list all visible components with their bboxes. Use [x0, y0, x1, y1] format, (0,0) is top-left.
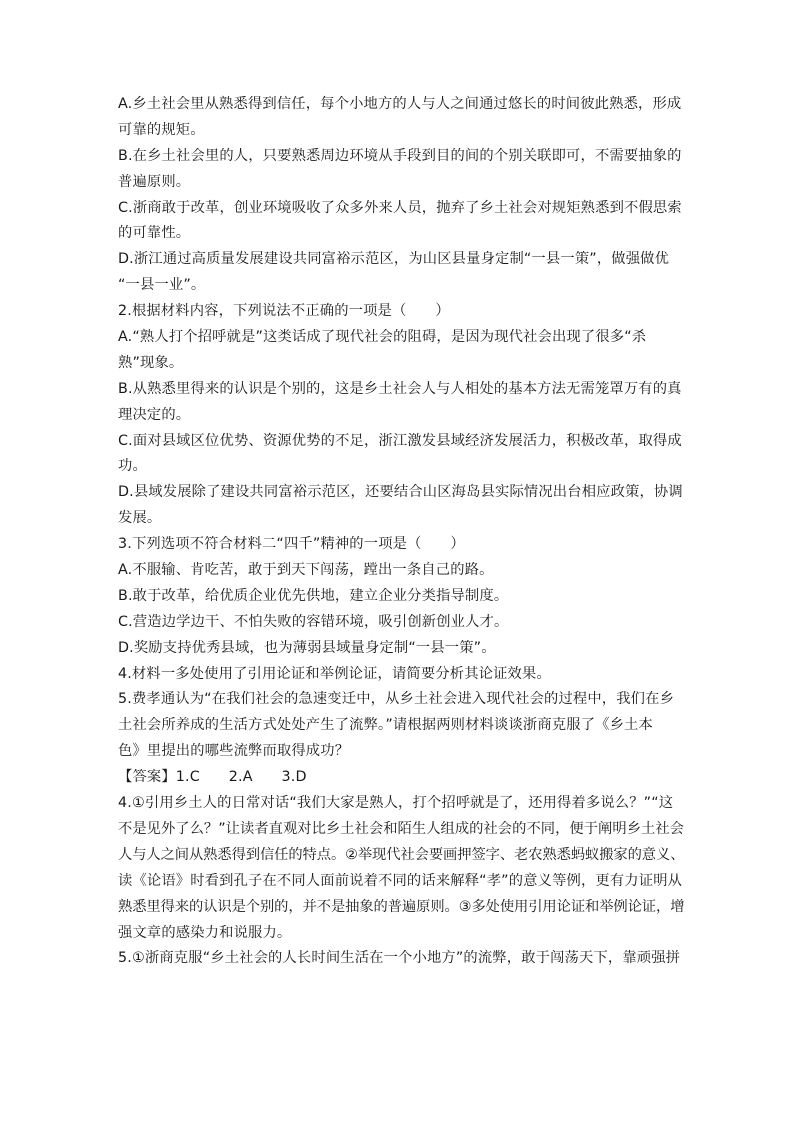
option-2a-line-1: A.“熟人打个招呼就是”这类话成了现代社会的阻碍，是因为现代社会出现了很多“杀	[118, 329, 647, 346]
option-2b-line-1: B.从熟悉里得来的认识是个别的，这是乡土社会人与人相处的基本方法无需笼罩万有的真	[118, 380, 682, 397]
option-1a-line-1: A.乡土社会里从熟悉得到信任，每个小地方的人与人之间通过悠长的时间彼此熟悉，形成	[118, 96, 682, 112]
question-5-line-3: 色》里提出的哪些流弊而取得成功？	[118, 743, 350, 760]
answer-4-line-2: 不是见外了么？”让读者直观对比乡土社会和陌生人组成的社会的不同，便于阐明乡土社会	[118, 820, 684, 837]
option-3b: B.敢于改革，给优质企业优先供地，建立企业分类指导制度。	[118, 587, 509, 604]
option-1b-line-2: 普遍原则。	[118, 173, 191, 190]
option-3a: A.不服输、肯吃苦，敢于到天下闯荡，蹚出一条自己的路。	[118, 562, 494, 579]
question-5-line-2: 土社会所养成的生活方式处处产生了流弊。”请根据两则材料谈谈浙商克服了《乡土本	[118, 717, 653, 734]
option-1a-line-2: 可靠的规矩。	[118, 121, 205, 138]
option-3d: D.奖励支持优秀县域，也为薄弱县域量身定制“一县一策”。	[118, 639, 496, 656]
option-1c-line-2: 的可靠性。	[118, 225, 191, 242]
document-page	[118, 92, 684, 972]
option-1d-line-2: “一县一业”。	[118, 277, 206, 294]
option-2c-line-2: 功。	[118, 458, 147, 475]
question-3: 3.下列选项不符合材料二“四千”精神的一项是（ ）	[118, 536, 465, 553]
answer-4-line-4: 读《论语》时看到孔子在不同人面前说着不同的话来解释“孝”的意义等例，更有力证明从	[118, 872, 683, 889]
option-2b-line-2: 理决定的。	[118, 406, 191, 423]
answer-4-line-6: 强文章的感染力和说服力。	[118, 924, 292, 941]
question-5-line-1: 5.费孝通认为“在我们社会的急速变迁中，从乡土社会进入现代社会的过程中，我们在乡	[118, 691, 675, 708]
answer-5-line-1: 5.①浙商克服“乡土社会的人长时间生活在一个小地方”的流弊，敢于闯荡天下，靠顽强拼	[118, 950, 681, 967]
answer-4-line-5: 熟悉里得来的认识是个别的，并不是抽象的普遍原则。③多处使用引用论证和举例论证，增	[118, 898, 685, 915]
option-2d-line-2: 发展。	[118, 510, 162, 527]
option-2c-line-1: C.面对县域区位优势、资源优势的不足，浙江激发县域经济发展活力，积极改革，取得成	[118, 432, 682, 449]
option-1d-line-1: D.浙江通过高质量发展建设共同富裕示范区，为山区县量身定制“一县一策”，做强做优	[118, 251, 670, 268]
option-2d-line-1: D.县域发展除了建设共同富裕示范区，还要结合山区海岛县实际情况出台相应政策，协调	[118, 484, 683, 501]
answer-4-line-3: 人与人之间从熟悉得到信任的特点。②举现代社会要画押签字、老农熟悉蚂蚁搬家的意义、	[118, 846, 685, 863]
option-1b-line-1: B.在乡土社会里的人，只要熟悉周边环境从手段到目的间的个别关联即可，不需要抽象的	[118, 147, 682, 164]
answer-4-line-1: 4.①引用乡土人的日常对话“我们大家是熟人，打个招呼就是了，还用得着多说么？”“这	[118, 795, 674, 812]
option-2a-line-2: 熟”现象。	[118, 354, 184, 371]
answer-key: 【答案】1.C 2.A 3.D	[118, 769, 307, 786]
question-4: 4.材料一多处使用了引用论证和举例论证，请简要分析其论证效果。	[118, 665, 551, 682]
option-1c-line-1: C.浙商敢于改革，创业环境吸收了众多外来人员，抛弃了乡土社会对规矩熟悉到不假思索	[118, 199, 682, 216]
question-2: 2.根据材料内容，下列说法不正确的一项是（ ）	[118, 303, 450, 320]
option-3c: C.营造边学边干、不怕失败的容错环境，吸引创新创业人才。	[118, 613, 509, 630]
